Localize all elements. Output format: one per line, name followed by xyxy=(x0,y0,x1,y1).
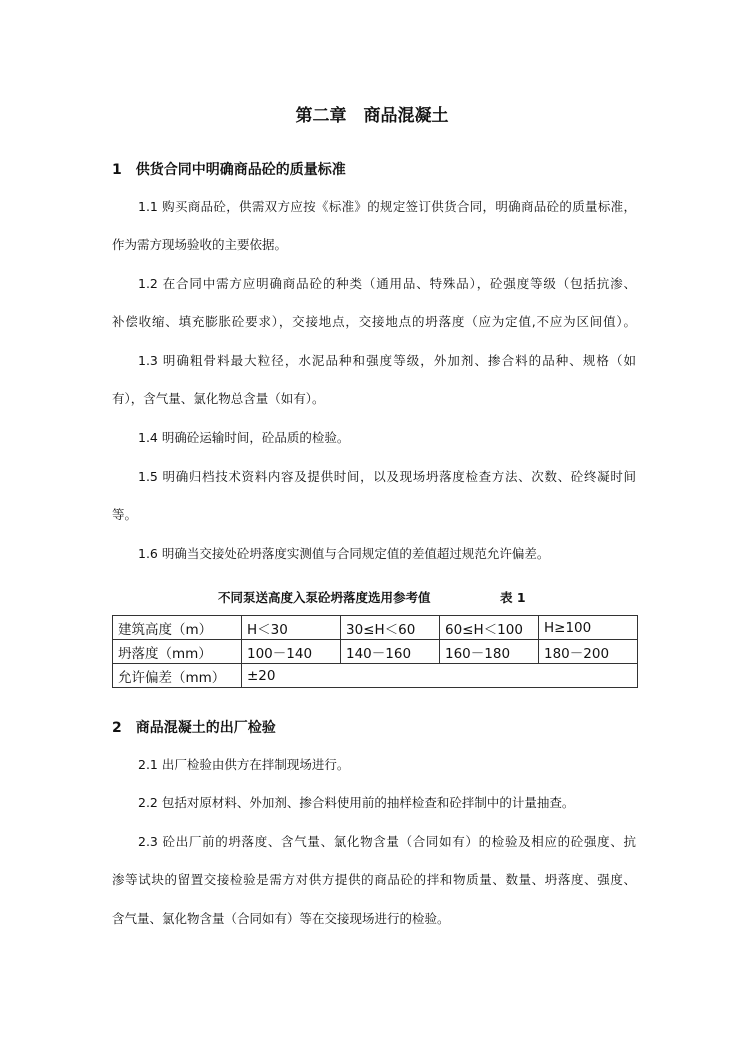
section-1-heading: 1 供货合同中明确商品砼的质量标准 xyxy=(112,162,346,178)
table-cell: 坍落度（mm） xyxy=(113,640,242,664)
table-cell: H＜30 xyxy=(242,616,341,640)
table-row xyxy=(113,664,638,688)
table-cell: 160－180 xyxy=(440,640,539,664)
table-cell: ±20 xyxy=(242,664,638,688)
table-cell: H≥100 xyxy=(539,616,638,640)
text-line: 含气量、氯化物含量（合同如有）等在交接现场进行的检验。 xyxy=(112,911,450,926)
text-line: 2.2 包括对原材料、外加剂、掺合料使用前的抽样检查和砼拌制中的计量抽查。 xyxy=(138,795,575,810)
section-2-heading: 2 商品混凝土的出厂检验 xyxy=(112,720,276,736)
table-row xyxy=(113,616,638,640)
table-cell: 允许偏差（mm） xyxy=(113,664,242,688)
table-cell: 30≤H＜60 xyxy=(341,616,440,640)
text-line: 作为需方现场验收的主要依据。 xyxy=(112,237,288,252)
text-line: 1.6 明确当交接处砼坍落度实测值与合同规定值的差值超过规范允许偏差。 xyxy=(138,546,550,561)
text-line: 1.4 明确砼运输时间，砼品质的检验。 xyxy=(138,430,350,445)
text-line: 有），含气量、氯化物总含量（如有）。 xyxy=(112,391,325,406)
table-cell: 60≤H＜100 xyxy=(440,616,539,640)
text-line: 1.5 明确归档技术资料内容及提供时间，以及现场坍落度检查方法、次数、砼终凝时间 xyxy=(138,469,636,484)
text-line: 2.1 出厂检验由供方在拌制现场进行。 xyxy=(138,757,350,772)
table-cell: 100－140 xyxy=(242,640,341,664)
slump-reference-table xyxy=(112,615,638,688)
text-line: 2.3 砼出厂前的坍落度、含气量、氯化物含量（合同如有）的检验及相应的砼强度、抗 xyxy=(138,834,636,849)
table-row xyxy=(113,640,638,664)
table-cell: 建筑高度（m） xyxy=(113,616,242,640)
text-line: 等。 xyxy=(112,507,138,522)
table-cell: 180－200 xyxy=(539,640,638,664)
chapter-title: 第二章 商品混凝土 xyxy=(295,106,449,126)
table-caption-text: 不同泵送高度入泵砼坍落度选用参考值 xyxy=(218,590,431,605)
text-line: 1.1 购买商品砼，供需双方应按《标准》的规定签订供货合同，明确商品砼的质量标准， xyxy=(138,199,636,214)
text-line: 渗等试块的留置交接检验是需方对供方提供的商品砼的拌和物质量、数量、坍落度、强度、 xyxy=(112,872,636,887)
text-line: 1.2 在合同中需方应明确商品砼的种类（通用品、特殊品），砼强度等级（包括抗渗、 xyxy=(138,276,636,291)
table-cell: 140－160 xyxy=(341,640,440,664)
table-number: 表 1 xyxy=(500,590,526,605)
text-line: 1.3 明确粗骨料最大粒径，水泥品种和强度等级，外加剂、掺合料的品种、规格（如 xyxy=(138,353,636,368)
text-line: 补偿收缩、填充膨胀砼要求），交接地点，交接地点的坍落度（应为定值,不应为区间值）。 xyxy=(112,314,636,329)
